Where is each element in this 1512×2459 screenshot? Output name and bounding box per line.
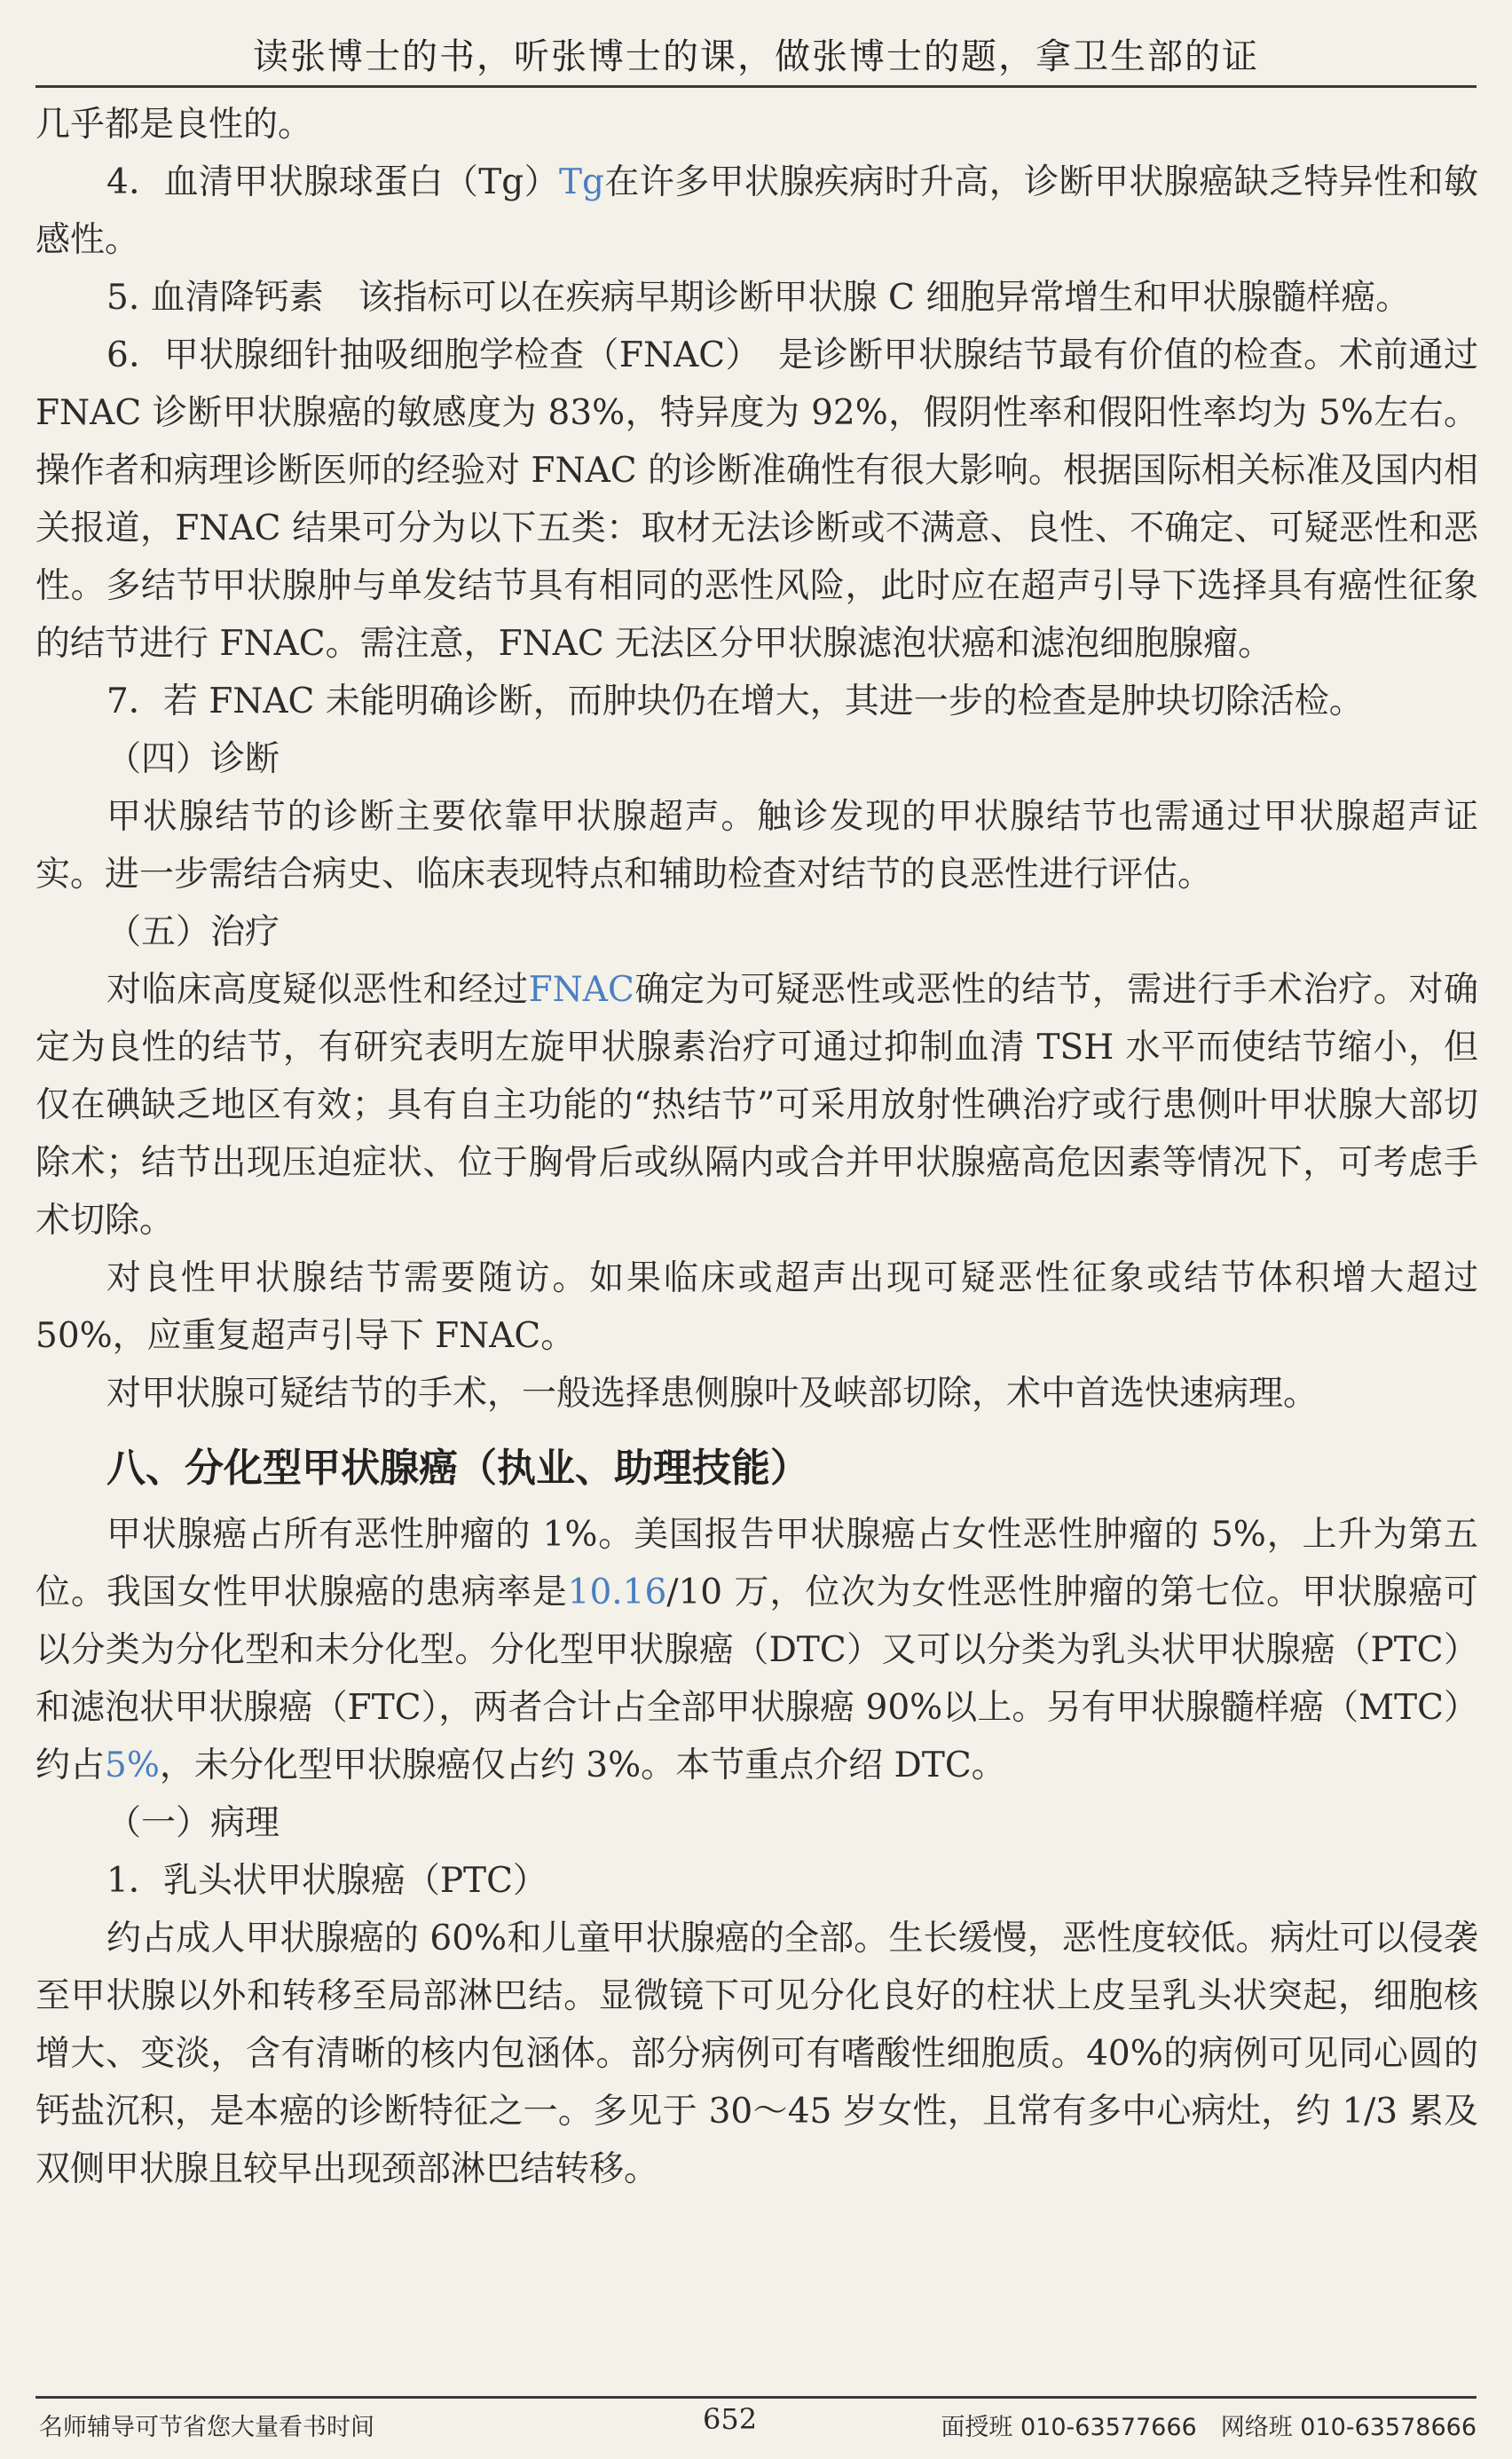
header-title: 读张博士的书，听张博士的课，做张博士的题，拿卫生部的证 [253,36,1259,77]
page-number: 652 [703,2402,758,2436]
paragraph-surgery: 对甲状腺可疑结节的手术，一般选择患侧腺叶及峡部切除，术中首选快速病理。 [106,1374,1319,1414]
paragraph-epidemiology-c: ，未分化型甲状腺癌仅占约 3%。本节重点介绍 DTC。 [159,1746,1006,1785]
page-footer [35,2396,1477,2448]
page-header [35,16,1477,88]
paragraph-epidemiology [35,1506,1478,1794]
paragraph-epidemiology-a: 甲状腺癌占所有恶性肿瘤的 1%。美国报告甲状腺癌占女性恶性肿瘤的 5%，上升为第五位。我国女性甲状腺癌的患病率是 [35,1515,1478,1612]
rate-link[interactable]: 10.16 [567,1572,667,1612]
paragraph-followup: 对良性甲状腺结节需要随访。如果临床或超声出现可疑恶性征象或结节体积增大超过 50%，应重复超声引导下 FNAC。 [35,1258,1478,1356]
paragraph-epidemiology-b: /10 万，位次为女性恶性肿瘤的第七位。甲状腺癌可以分类为分化型和未分化型。分化型甲状腺癌（DTC）又可以分类为乳头状甲状腺癌（PTC）和滤泡状甲状腺癌（FTC），两者合计占全部甲状腺癌 90%以上。另有甲状腺髓样癌（MTC）约占 [35,1572,1478,1785]
paragraph-ptc: 约占成人甲状腺癌的 60%和儿童甲状腺癌的全部。生长缓慢，恶性度较低。病灶可以侵袭至甲状腺以外和转移至局部淋巴结。显微镜下可见分化良好的柱状上皮呈乳头状突起，细胞核增大、变淡，含有清晰的核内包涵体。部分病例可有嗜酸性细胞质。40%的病例可见同心圆的钙盐沉积，是本癌的诊断特征之一。多见于 30～45 岁女性，且常有多中心病灶，约 1/3 累及双侧甲状腺且较早出现颈部淋巴结转移。 [35,1919,1478,2189]
heading-treatment: （五）治疗 [106,912,280,952]
fnac-link[interactable]: FNAC [528,970,634,1010]
heading-pathology: （一）病理 [106,1803,280,1843]
paragraph-tg-pre: 4．血清甲状腺球蛋白（Tg） [106,162,559,202]
paragraph-continuation: 几乎都是良性的。 [35,105,313,145]
heading-diagnosis: （四）诊断 [106,739,280,779]
paragraph-treatment [35,961,1478,1249]
mtc-percent-link[interactable]: 5% [105,1746,160,1785]
paragraph-biopsy: 7．若 FNAC 未能明确诊断，而肿块仍在增大，其进一步的检查是肿块切除活检。 [106,682,1364,721]
paragraph-calcitonin: 5. 血清降钙素 该指标可以在疾病早期诊断甲状腺 C 细胞异常增生和甲状腺髓样癌。 [106,278,1411,318]
content [35,96,1478,2198]
paragraph-diagnosis: 甲状腺结节的诊断主要依靠甲状腺超声。触诊发现的甲状腺结节也需通过甲状腺超声证实。进一步需结合病史、临床表现特点和辅助检查对结节的良恶性进行评估。 [35,797,1478,895]
footer-contacts: 面授班 010-63577666 网络班 010-63578666 [941,2414,1477,2441]
paragraph-tg-post: 在许多甲状腺疾病时升高，诊断甲状腺癌缺乏特异性和敏感性。 [35,162,1478,260]
heading-section-8: 八、分化型甲状腺癌（执业、助理技能） [106,1446,809,1491]
paragraph-fnac: 6．甲状腺细针抽吸细胞学检查（FNAC） 是诊断甲状腺结节最有价值的检查。术前通过 FNAC 诊断甲状腺癌的敏感度为 83%，特异度为 92%，假阴性率和假阳性率均为 5%左右。操作者和病理诊断医师的经验对 FNAC 的诊断准确性有很大影响。根据国际相关标准及国内相关报道，FNAC 结果可分为以下五类：取材无法诊断或不满意、良性、不确定、可疑恶性和恶性。多结节甲状腺肿与单发结节具有相同的恶性风险，此时应在超声引导下选择具有癌性征象的结节进行 FNAC。需注意，FNAC 无法区分甲状腺滤泡状癌和滤泡细胞腺瘤。 [35,335,1478,664]
footer-slogan: 名师辅导可节省您大量看书时间 [39,2414,374,2441]
tg-link[interactable]: Tg [559,162,604,202]
paragraph-treatment-pre: 对临床高度疑似恶性和经过 [106,970,529,1010]
paragraph-tg [35,154,1478,269]
heading-ptc: 1．乳头状甲状腺癌（PTC） [106,1861,547,1901]
paragraph-treatment-post: 确定为可疑恶性或恶性的结节，需进行手术治疗。对确定为良性的结节，有研究表明左旋甲状腺素治疗可通过抑制血清 TSH 水平而使结节缩小，但仅在碘缺乏地区有效；具有自主功能的“热结节”可采用放射性碘治疗或行患侧叶甲状腺大部切除术；结节出现压迫症状、位于胸骨后或纵隔内或合并甲状腺癌高危因素等情况下，可考虑手术切除。 [35,970,1478,1241]
